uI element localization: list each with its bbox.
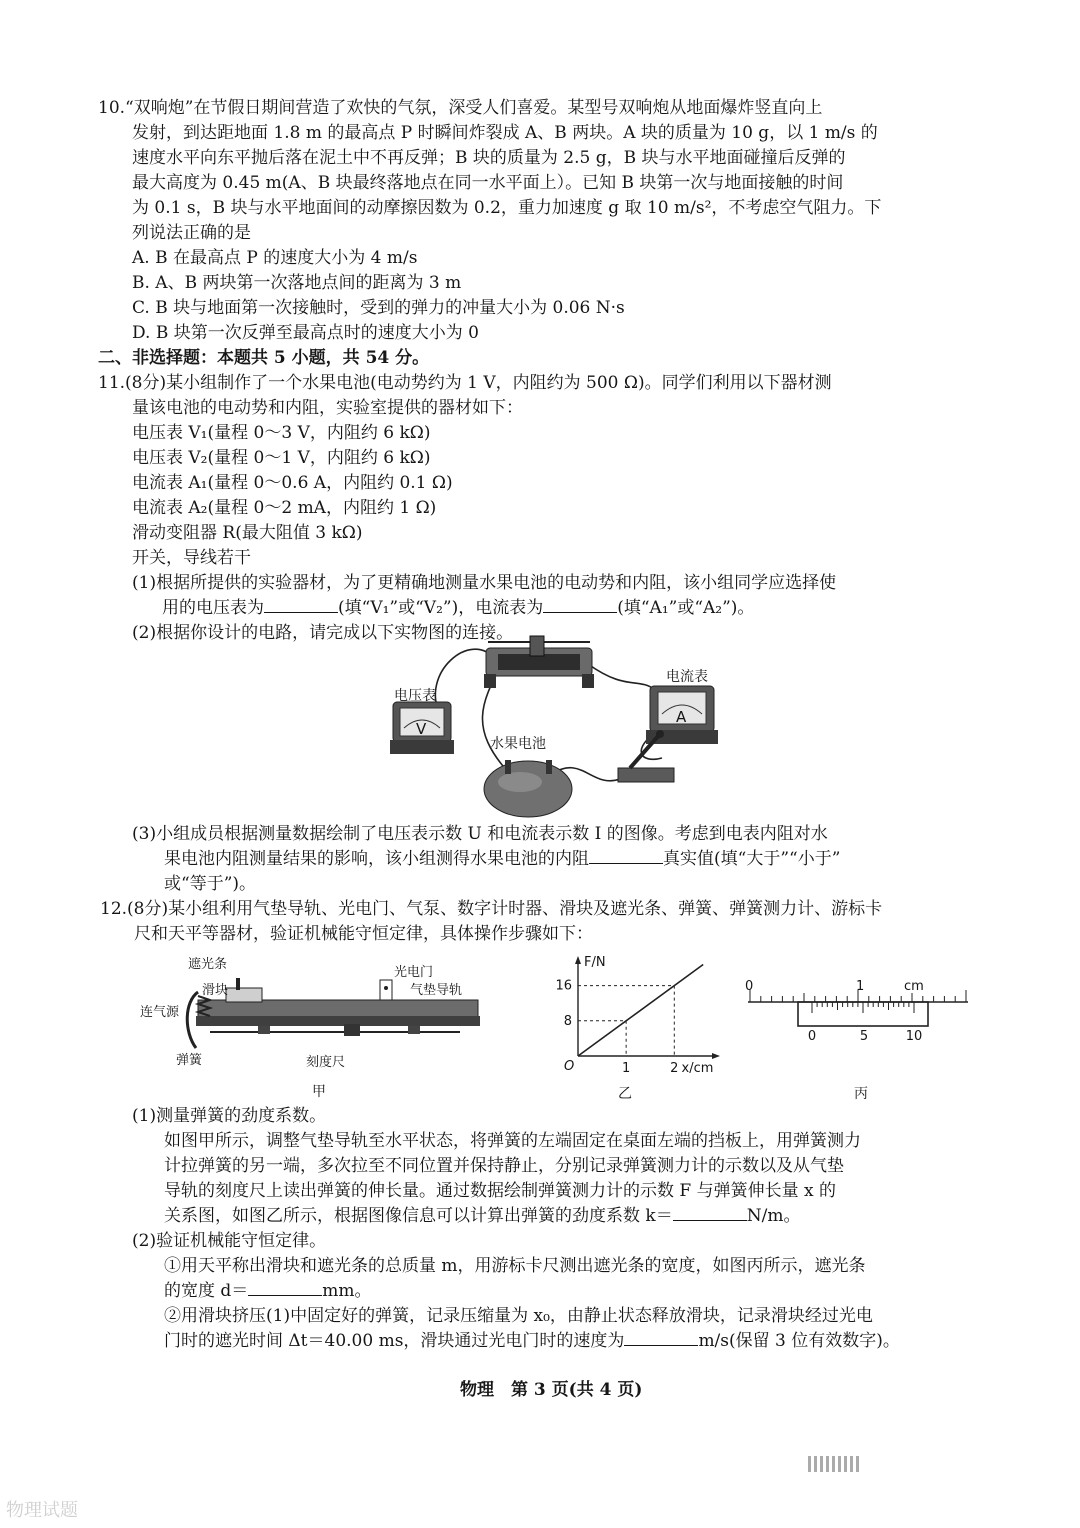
q10-stem-line-2: 发射，到达距地面 1.8 m 的最高点 P 时瞬间炸裂成 A、B 两块。A 块的质量为 10 g，以 1 m/s 的 — [132, 123, 878, 143]
q12-part2-step2-line2: 门时的遮光时间 Δt＝40.00 ms，滑块通过光电门时的速度为 m/s(保留 3 位有效数字)。 — [164, 1331, 900, 1351]
vernier-tick-label-0: 0 — [807, 1029, 817, 1044]
chart-y-arrow — [575, 956, 581, 964]
shield-strip — [236, 978, 240, 990]
q12-part1-title: (1)测量弹簧的劲度系数。 — [132, 1106, 327, 1126]
main-tick-label-0: 0 — [745, 979, 754, 994]
q12-stem-line-2: 尺和天平等器材，验证机械能守恒定律，具体操作步骤如下： — [134, 924, 593, 944]
q11-equipment-a1: 电流表 A₁(量程 0～0.6 A，内阻约 0.1 Ω) — [132, 473, 453, 493]
caption-bing: 丙 — [854, 1086, 868, 1102]
chart-x-tick-1: 1 — [622, 1061, 631, 1076]
chart-origin: O — [564, 1059, 575, 1074]
voltmeter-symbol: V — [416, 720, 427, 738]
q12-part2-step1-line1: ①用天平称出滑块和遮光条的总质量 m，用游标卡尺测出遮光条的宽度，如图丙所示，遮光条 — [164, 1256, 866, 1276]
caption-yi: 乙 — [618, 1086, 632, 1102]
section-2-heading: 二、非选择题：本题共 5 小题，共 54 分。 — [98, 348, 430, 368]
chart-x-arrow — [712, 1053, 720, 1059]
chart-y-label: F/N — [584, 955, 606, 970]
q10-option-b: B. A、B 两块第一次落地点间的距离为 3 m — [132, 273, 462, 293]
scale-unit: cm — [904, 979, 924, 994]
q12-part2-title: (2)验证机械能守恒定律。 — [132, 1231, 327, 1251]
answer-blank-ammeter[interactable] — [543, 596, 617, 613]
q11-part3-line-3: 或“等于”)。 — [164, 874, 257, 894]
voltmeter — [390, 702, 454, 754]
slider — [226, 988, 262, 1002]
label-slider: 滑块 — [202, 983, 229, 998]
q10-stem-line-1: 10.“双响炮”在节假日期间营造了欢快的气氛，深受人们喜爱。某型号双响炮从地面爆炸竖直向上 — [98, 98, 823, 118]
figure-bing-vernier — [740, 972, 980, 1102]
q12-part2-step2-line1: ②用滑块挤压(1)中固定好的弹簧，记录压缩量为 x₀，由静止状态释放滑块，记录滑块经过光电 — [164, 1306, 873, 1326]
fruit-battery-label: 水果电池 — [490, 736, 546, 752]
q10-option-d: D. B 块第一次反弹至最高点时的速度大小为 0 — [132, 323, 479, 343]
q11-part3-line-1: (3)小组成员根据测量数据绘制了电压表示数 U 和电流表示数 I 的图像。考虑到电表内阻对水 — [132, 824, 828, 844]
q11-stem-line-2: 量该电池的电动势和内阻，实验室提供的器材如下： — [132, 398, 523, 418]
q10-stem-line-3: 速度水平向东平抛后落在泥土中不再反弹；B 块的质量为 2.5 g，B 块与水平地面碰撞后反弹的 — [132, 148, 846, 168]
chart-x-tick-2: 2 — [670, 1061, 679, 1076]
q11-equipment-rheostat: 滑动变阻器 R(最大阻值 3 kΩ) — [132, 523, 363, 543]
ruler — [196, 1016, 480, 1026]
q12-part2-step1-line2: 的宽度 d＝ mm。 — [164, 1281, 372, 1301]
q11-part3-line-2: 果电池内阻测量结果的影响，该小组测得水果电池的内阻 真实值(填“大于”“小于” — [164, 849, 841, 869]
wire-rheostat-ammeter — [588, 664, 660, 694]
rheostat — [484, 636, 594, 688]
q11-equipment-v1: 电压表 V₁(量程 0～3 V，内阻约 6 kΩ) — [132, 423, 431, 443]
answer-blank-width[interactable] — [248, 1279, 322, 1296]
chart-y-tick-16: 16 — [555, 978, 572, 994]
scan-artifact — [808, 1456, 860, 1472]
answer-blank-speed[interactable] — [624, 1329, 698, 1346]
chart-y-tick-8: 8 — [563, 1013, 572, 1029]
main-tick-label-1: 1 — [856, 979, 865, 994]
label-photogate: 光电门 — [394, 965, 434, 980]
q11-equipment-v2: 电压表 V₂(量程 0～1 V，内阻约 6 kΩ) — [132, 448, 431, 468]
q10-option-a: A. B 在最高点 P 的速度大小为 4 m/s — [132, 248, 418, 268]
answer-blank-spring-constant[interactable] — [673, 1204, 747, 1221]
watermark: 物理试题 — [6, 1500, 78, 1521]
label-spring: 弹簧 — [176, 1053, 203, 1068]
q12-part1-body-3: 导轨的刻度尺上读出弹簧的伸长量。通过数据绘制弹簧测力计的示数 F 与弹簧伸长量 x 的 — [164, 1181, 836, 1201]
fruit-battery — [484, 760, 572, 817]
vernier-scale-ticks — [812, 1002, 914, 1013]
q12-part1-body-2: 计拉弹簧的另一端，多次拉至不同位置并保持静止，分别记录弹簧测力计的示数以及从气垫 — [164, 1156, 844, 1176]
q11-equipment-a2: 电流表 A₂(量程 0～2 mA，内阻约 1 Ω) — [132, 498, 437, 518]
figure-jia-air-track — [140, 952, 490, 1102]
q11-equipment-switch: 开关，导线若干 — [132, 548, 251, 568]
caption-jia: 甲 — [312, 1084, 326, 1100]
label-air-track: 气垫导轨 — [410, 983, 463, 998]
voltmeter-label: 电压表 — [394, 688, 436, 704]
q12-part1-body-4: 关系图，如图乙所示，根据图像信息可以计算出弹簧的劲度系数 k＝ N/m。 — [164, 1206, 801, 1226]
q10-stem-line-4: 最大高度为 0.45 m(A、B 块最终落地点在同一水平面上）。已知 B 块第一次与地面接触的时间 — [132, 173, 844, 193]
vernier-tick-label-10: 10 — [905, 1029, 923, 1044]
page-footer: 物理 第 3 页(共 4 页) — [460, 1380, 643, 1400]
q11-part1-line-1: (1)根据所提供的实验器材，为了更精确地测量水果电池的电动势和内阻，该小组同学应选择使 — [132, 573, 837, 593]
chart-series-line — [578, 964, 703, 1056]
air-track — [198, 1000, 478, 1018]
q11-part2: (2)根据你设计的电路，请完成以下实物图的连接。 — [132, 623, 514, 643]
answer-blank-resistance[interactable] — [589, 847, 663, 864]
answer-blank-voltmeter[interactable] — [264, 596, 338, 613]
label-shield: 遮光条 — [188, 957, 228, 972]
vernier-tick-label-5: 5 — [859, 1029, 869, 1044]
circuit-figure — [360, 634, 760, 824]
q10-option-c: C. B 块与地面第一次接触时，受到的弹力的冲量大小为 0.06 N·s — [132, 298, 625, 318]
q10-stem-line-5: 为 0.1 s，B 块与水平地面间的动摩擦因数为 0.2，重力加速度 g 取 10 m/s²，不考虑空气阻力。下 — [132, 198, 882, 218]
q10-stem-line-6: 列说法正确的是 — [132, 223, 251, 243]
label-air-source: 连气源 — [140, 1005, 180, 1020]
ammeter-symbol: A — [676, 708, 687, 726]
q12-stem-line-1: 12.(8分)某小组利用气垫导轨、光电门、气泵、数字计时器、滑块及遮光条、弹簧、弹簧测力计、游标卡 — [100, 899, 883, 919]
chart-x-label: x/cm — [681, 1061, 714, 1076]
q11-stem-line-1: 11.(8分)某小组制作了一个水果电池(电动势约为 1 V，内阻约为 500 Ω)。同学们利用以下器材测 — [98, 373, 832, 393]
ammeter-label: 电流表 — [666, 669, 708, 685]
figure-yi-chart — [540, 948, 730, 1104]
q12-part1-body-1: 如图甲所示，调整气垫导轨至水平状态，将弹簧的左端固定在桌面左端的挡板上，用弹簧测力 — [164, 1131, 861, 1151]
q11-part1-line-2: 用的电压表为 (填“V₁”或“V₂”)，电流表为 (填“A₁”或“A₂”)。 — [162, 598, 755, 618]
label-ruler: 刻度尺 — [306, 1055, 346, 1070]
